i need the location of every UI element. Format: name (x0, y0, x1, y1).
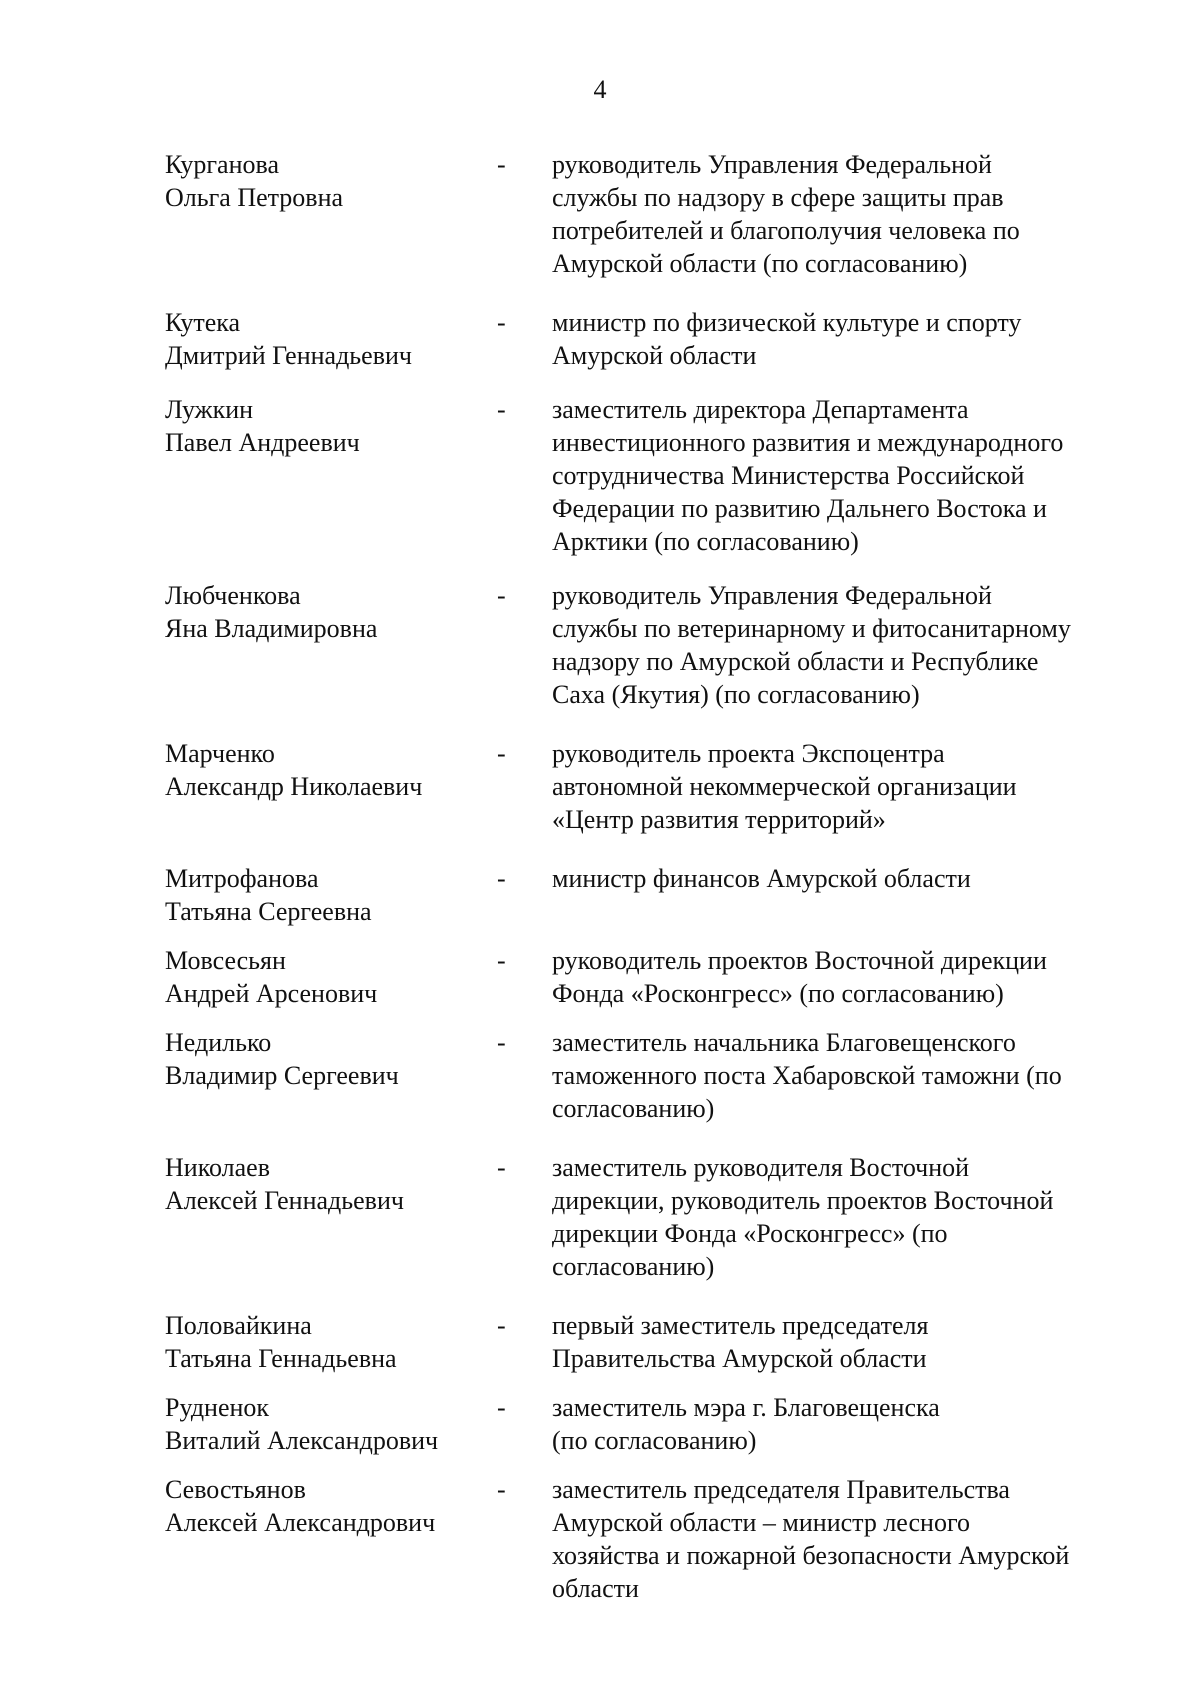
member-surname: Любченкова (165, 581, 301, 610)
role-line: Амурской области – министр лесного (552, 1508, 970, 1537)
role-line: дирекции, руководитель проектов Восточной (552, 1186, 1054, 1215)
role-line: заместитель директора Департамента (552, 395, 969, 424)
member-entry (0, 1151, 1200, 1283)
member-role (552, 1309, 1142, 1375)
member-role (552, 148, 1142, 280)
member-given-names: Яна Владимировна (165, 614, 378, 643)
member-role (552, 393, 1142, 558)
member-role (552, 1151, 1142, 1283)
separator-dash: - (497, 150, 506, 179)
role-line: руководитель проекта Экспоцентра (552, 739, 945, 768)
role-line: заместитель начальника Благовещенского (552, 1028, 1016, 1057)
member-given-names: Дмитрий Геннадьевич (165, 341, 412, 370)
role-line: первый заместитель председателя (552, 1311, 929, 1340)
member-entry (0, 148, 1200, 280)
member-entry (0, 1473, 1200, 1605)
separator-dash: - (497, 1311, 506, 1340)
member-given-names: Татьяна Сергеевна (165, 897, 372, 926)
member-entry (0, 737, 1200, 836)
role-line: таможенного поста Хабаровской таможни (по (552, 1061, 1062, 1090)
member-given-names: Владимир Сергеевич (165, 1061, 399, 1090)
role-line: Амурской области (по согласованию) (552, 249, 968, 278)
member-role (552, 1391, 1142, 1457)
member-name (165, 737, 495, 803)
member-name (165, 306, 495, 372)
role-line: согласованию) (552, 1094, 715, 1123)
member-entry (0, 393, 1200, 558)
member-surname: Рудненок (165, 1393, 270, 1422)
separator-dash: - (497, 395, 506, 424)
role-line: Арктики (по согласованию) (552, 527, 859, 556)
role-line: министр по физической культуре и спорту (552, 308, 1022, 337)
member-entry (0, 1309, 1200, 1375)
role-line: Фонда «Росконгресс» (по согласованию) (552, 979, 1004, 1008)
role-line: (по согласованию) (552, 1426, 757, 1455)
role-line: области (552, 1574, 639, 1603)
member-given-names: Алексей Александрович (165, 1508, 436, 1537)
member-surname: Половайкина (165, 1311, 312, 1340)
role-line: заместитель председателя Правительства (552, 1475, 1010, 1504)
role-line: Амурской области (552, 341, 757, 370)
role-line: руководитель Управления Федеральной (552, 581, 992, 610)
role-line: сотрудничества Министерства Российской (552, 461, 1025, 490)
member-role (552, 1473, 1142, 1605)
member-entry (0, 306, 1200, 372)
role-line: министр финансов Амурской области (552, 864, 971, 893)
member-role (552, 306, 1142, 372)
member-surname: Лужкин (165, 395, 254, 424)
member-name (165, 1026, 495, 1092)
role-line: руководитель Управления Федеральной (552, 150, 992, 179)
separator-dash: - (497, 1028, 506, 1057)
page-number: 4 (593, 75, 607, 104)
role-line: службы по надзору в сфере защиты прав (552, 183, 1004, 212)
role-line: согласованию) (552, 1252, 715, 1281)
member-given-names: Павел Андреевич (165, 428, 360, 457)
member-entry (0, 1026, 1200, 1125)
role-line: заместитель руководителя Восточной (552, 1153, 970, 1182)
member-name (165, 1151, 495, 1217)
role-line: руководитель проектов Восточной дирекции (552, 946, 1047, 975)
member-name (165, 148, 495, 214)
member-name (165, 1473, 495, 1539)
member-given-names: Александр Николаевич (165, 772, 423, 801)
member-surname: Митрофанова (165, 864, 319, 893)
member-surname: Курганова (165, 150, 279, 179)
member-role (552, 737, 1142, 836)
member-surname: Марченко (165, 739, 275, 768)
member-list (0, 148, 1200, 1605)
member-surname: Севостьянов (165, 1475, 306, 1504)
member-entry (0, 944, 1200, 1010)
separator-dash: - (497, 1393, 506, 1422)
separator-dash: - (497, 308, 506, 337)
role-line: Саха (Якутия) (по согласованию) (552, 680, 920, 709)
role-line: дирекции Фонда «Росконгресс» (по (552, 1219, 948, 1248)
member-given-names: Алексей Геннадьевич (165, 1186, 404, 1215)
member-role (552, 862, 1142, 895)
separator-dash: - (497, 581, 506, 610)
role-line: Правительства Амурской области (552, 1344, 927, 1373)
member-given-names: Андрей Арсенович (165, 979, 378, 1008)
separator-dash: - (497, 1475, 506, 1504)
member-name (165, 1309, 495, 1375)
role-line: Федерации по развитию Дальнего Востока и (552, 494, 1047, 523)
member-name (165, 579, 495, 645)
separator-dash: - (497, 1153, 506, 1182)
role-line: автономной некоммерческой организации (552, 772, 1017, 801)
role-line: службы по ветеринарному и фитосанитарному (552, 614, 1071, 643)
role-line: надзору по Амурской области и Республике (552, 647, 1039, 676)
member-role (552, 1026, 1142, 1125)
member-given-names: Татьяна Геннадьевна (165, 1344, 397, 1373)
role-line: «Центр развития территорий» (552, 805, 886, 834)
role-line: инвестиционного развития и международного (552, 428, 1064, 457)
member-surname: Недилько (165, 1028, 272, 1057)
separator-dash: - (497, 946, 506, 975)
role-line: заместитель мэра г. Благовещенска (552, 1393, 940, 1422)
member-surname: Кутека (165, 308, 241, 337)
member-surname: Мовсесьян (165, 946, 286, 975)
member-name (165, 1391, 495, 1457)
member-entry (0, 579, 1200, 711)
member-entry (0, 862, 1200, 928)
member-name (165, 862, 495, 928)
member-surname: Николаев (165, 1153, 270, 1182)
member-given-names: Виталий Александрович (165, 1426, 439, 1455)
role-line: хозяйства и пожарной безопасности Амурской (552, 1541, 1070, 1570)
member-name (165, 944, 495, 1010)
member-name (165, 393, 495, 459)
role-line: потребителей и благополучия человека по (552, 216, 1020, 245)
separator-dash: - (497, 739, 506, 768)
member-role (552, 944, 1142, 1010)
member-given-names: Ольга Петровна (165, 183, 344, 212)
member-entry (0, 1391, 1200, 1457)
separator-dash: - (497, 864, 506, 893)
member-role (552, 579, 1142, 711)
